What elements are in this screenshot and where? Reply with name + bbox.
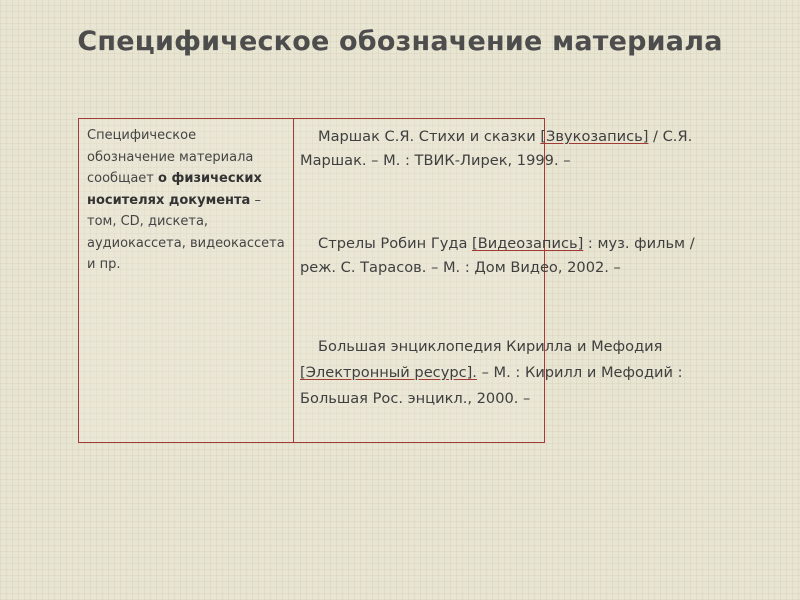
entry-text: Стрелы Робин Гуда xyxy=(318,235,473,252)
content-table xyxy=(78,118,695,443)
entry-text: Большая энциклопедия Кирилла и Мефодия xyxy=(318,338,663,355)
slide-title: Специфическое обозначение материала xyxy=(77,26,723,57)
example-entry-video-recording xyxy=(300,232,732,280)
entry-text: / С.Я. Маршак. – М. : ТВИК-Лирек, 1999. – xyxy=(300,128,693,169)
definition-bold-text: о физических носителях документа xyxy=(87,171,262,208)
material-designation: [Видеозапись] xyxy=(472,235,584,252)
definition-cell xyxy=(87,125,287,276)
material-designation: [Звукозапись] xyxy=(540,128,649,145)
entry-text: Маршак С.Я. Стихи и сказки xyxy=(318,128,541,145)
entry-text: : муз. фильм / реж. С. Тарасов. – М. : Дом Видео, 2002. – xyxy=(300,235,695,276)
definition-text-before: Специфическое обозначение материала сообщает xyxy=(87,128,254,186)
example-entry-electronic-resource xyxy=(300,334,732,412)
material-designation: [Электронный ресурс]. xyxy=(300,364,477,381)
column-divider xyxy=(293,119,294,442)
example-entry-sound-recording xyxy=(300,125,732,173)
definition-text-after: – том, CD, дискета, аудиокассета, видеокассета и пр. xyxy=(87,192,285,272)
entry-text: – М. : Кирилл и Мефодий : Большая Рос. энцикл., 2000. – xyxy=(300,364,683,407)
